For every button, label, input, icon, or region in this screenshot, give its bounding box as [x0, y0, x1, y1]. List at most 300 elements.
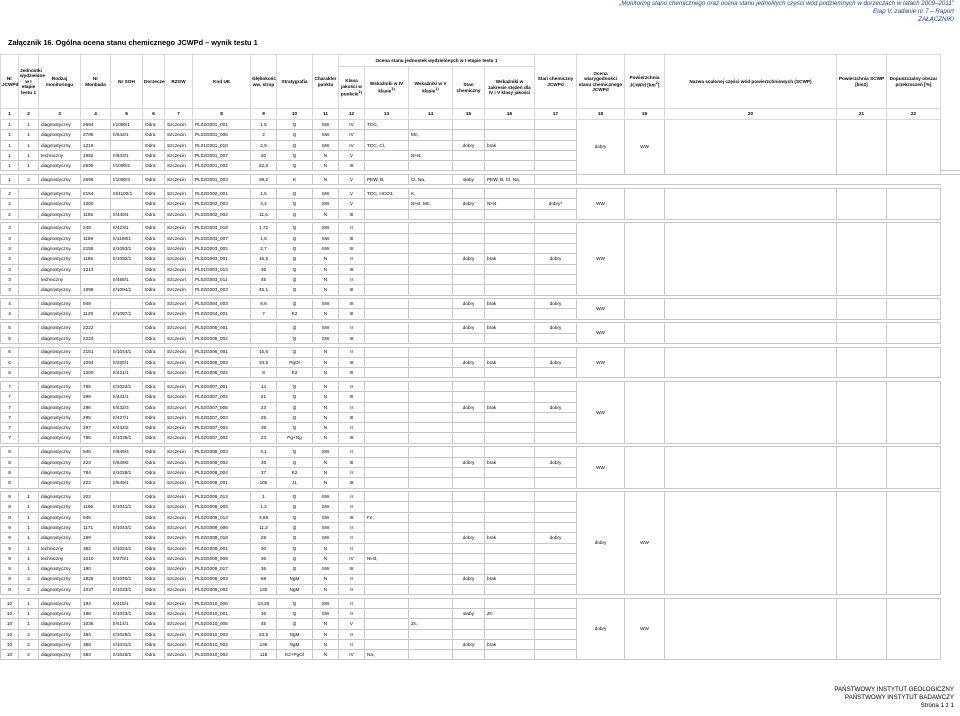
column-number: 9	[251, 109, 277, 120]
table-cell	[453, 309, 485, 319]
table-cell: II/1031/1	[111, 639, 143, 649]
table-cell: 9	[1, 543, 19, 553]
table-cell: II	[339, 223, 365, 233]
column-number: 20	[665, 109, 837, 120]
table-cell	[535, 423, 577, 433]
table-cell: III	[339, 392, 365, 402]
table-cell	[409, 140, 453, 150]
merged-state-cell	[625, 347, 665, 378]
table-cell: SW	[313, 598, 339, 608]
table-cell: 5	[1, 333, 19, 343]
table-cell	[535, 433, 577, 443]
table-cell: Q	[277, 254, 313, 264]
table-cell: Q	[277, 161, 313, 171]
table-cell: SW	[313, 502, 339, 512]
col-header-19: Powierzchnia JCWPd $[km^2]$	[625, 55, 665, 109]
table-cell: Q	[277, 244, 313, 254]
table-cell: diagnostyczny	[39, 574, 81, 584]
table-cell	[409, 412, 453, 422]
merged-state-cell: WW	[625, 598, 665, 660]
table-cell	[409, 323, 453, 333]
table-cell: 2	[1, 209, 19, 219]
table-cell	[453, 233, 485, 243]
table-cell: 28	[251, 533, 277, 543]
table-cell: III	[339, 285, 365, 295]
table-cell: 1	[19, 523, 39, 533]
table-cell: 1925	[81, 574, 111, 584]
table-cell: 9	[1, 533, 19, 543]
table-cell: PL02G003_003	[193, 285, 251, 295]
table-cell: Q	[277, 299, 313, 309]
table-cell: N	[313, 381, 339, 391]
table-cell: PL02G009_004	[193, 502, 251, 512]
table-cell: 2706	[81, 130, 111, 140]
table-cell: Odra	[143, 120, 165, 130]
table-cell	[535, 264, 577, 274]
merged-state-cell	[665, 347, 837, 378]
table-cell: diagnostyczny	[39, 223, 81, 233]
table-cell: 37	[251, 467, 277, 477]
table-cell: II/642/1	[111, 130, 143, 140]
table-cell: N	[313, 392, 339, 402]
table-cell: Szczecin	[165, 175, 193, 185]
table-cell	[19, 285, 39, 295]
column-number: 18	[577, 109, 625, 120]
merged-state-cell	[887, 223, 941, 295]
table-cell: Szczecin	[165, 553, 193, 563]
table-cell	[365, 309, 409, 319]
table-cell: 7	[1, 381, 19, 391]
table-cell: 222	[81, 478, 111, 488]
table-cell	[453, 120, 485, 130]
table-cell: IV	[339, 120, 365, 130]
table-cell: 1036	[81, 619, 111, 629]
table-cell	[453, 447, 485, 457]
table-cell: Szczecin	[165, 543, 193, 553]
table-cell	[409, 347, 453, 357]
table-cell: 45,1	[251, 285, 277, 295]
table-cell: diagnostyczny	[39, 285, 81, 295]
table-cell	[409, 523, 453, 533]
table-cell: PEW, B, Cl, Na,	[485, 175, 535, 185]
table-cell: 1,2	[251, 502, 277, 512]
column-number: 17	[535, 109, 577, 120]
table-cell	[453, 161, 485, 171]
table-cell: K2	[277, 368, 313, 378]
table-cell	[251, 323, 277, 333]
column-number: 3	[39, 109, 81, 120]
table-cell	[485, 368, 535, 378]
table-cell: 20	[251, 150, 277, 160]
table-cell: Szczecin	[165, 309, 193, 319]
table-cell	[453, 512, 485, 522]
table-cell	[453, 285, 485, 295]
table-cell	[365, 368, 409, 378]
table-cell: brak	[485, 574, 535, 584]
table-cell: Odra	[143, 402, 165, 412]
table-cell: PL02G001_003	[193, 175, 251, 185]
table-cell: diagnostyczny	[39, 254, 81, 264]
table-cell: Szczecin	[165, 423, 193, 433]
table-cell: III	[339, 433, 365, 443]
table-cell	[485, 188, 535, 198]
merged-state-cell	[837, 381, 887, 443]
column-number: 16	[485, 109, 535, 120]
table-cell: Szczecin	[165, 412, 193, 422]
footer-line-2: PAŃSTWOWY INSTYTUT BADAWCZY	[844, 694, 954, 701]
table-cell	[535, 223, 577, 233]
merged-state-cell	[887, 381, 941, 443]
table-cell: diagnostyczny	[39, 392, 81, 402]
col-header-4: Nr Monbada	[81, 55, 111, 109]
table-cell: NgM	[277, 629, 313, 639]
merged-state-cell: WW	[625, 492, 665, 595]
table-cell	[453, 629, 485, 639]
table-cell: II/1029/1	[111, 629, 143, 639]
table-cell: diagnostyczny	[39, 309, 81, 319]
table-cell	[409, 368, 453, 378]
table-cell: 7	[1, 423, 19, 433]
table-cell: 202	[81, 492, 111, 502]
col-header-9: Głębokość ww. strop	[251, 55, 277, 109]
table-cell	[409, 639, 453, 649]
col-header-12: Klasa jakości w punkcie$^{1)}$	[339, 67, 365, 109]
table-cell: Szczecin	[165, 150, 193, 160]
table-cell: Szczecin	[165, 492, 193, 502]
table-cell: N	[313, 368, 339, 378]
table-cell	[453, 209, 485, 219]
table-cell: 383	[81, 650, 111, 660]
table-cell: II	[339, 347, 365, 357]
table-cell	[453, 264, 485, 274]
table-row	[1, 299, 960, 309]
table-cell: 1	[1, 140, 19, 150]
table-cell	[409, 274, 453, 284]
table-cell: II/421/1	[111, 368, 143, 378]
table-cell: N	[313, 553, 339, 563]
table-cell	[365, 299, 409, 309]
table-cell	[409, 381, 453, 391]
table-cell: 10	[1, 598, 19, 608]
table-cell	[19, 254, 39, 264]
table-cell	[365, 209, 409, 219]
table-cell: Q	[277, 423, 313, 433]
table-cell	[365, 285, 409, 295]
table-cell: Szczecin	[165, 584, 193, 594]
table-cell: 786	[81, 433, 111, 443]
table-cell	[19, 392, 39, 402]
merged-state-cell	[665, 299, 837, 320]
table-cell	[453, 244, 485, 254]
table-cell: II	[339, 402, 365, 412]
table-cell: Szczecin	[165, 120, 193, 130]
table-cell: 9	[1, 502, 19, 512]
table-cell	[19, 402, 39, 412]
table-cell: Odra	[143, 609, 165, 619]
col-header-15: Stan chemiczny	[453, 67, 485, 109]
table-cell: NgM	[277, 574, 313, 584]
table-cell: PL02G010_004	[193, 639, 251, 649]
table-cell: K,	[409, 188, 453, 198]
table-cell	[453, 368, 485, 378]
table-cell: Odra	[143, 150, 165, 160]
table-cell: III	[339, 333, 365, 343]
table-cell: II	[339, 323, 365, 333]
table-cell	[19, 244, 39, 254]
table-cell: Q	[277, 502, 313, 512]
table-cell	[19, 478, 39, 488]
table-cell: II/649/3	[111, 447, 143, 457]
table-cell	[409, 447, 453, 457]
table-cell: diagnostyczny	[39, 457, 81, 467]
table-cell	[535, 309, 577, 319]
table-cell: II	[339, 629, 365, 639]
table-cell: Szczecin	[165, 140, 193, 150]
table-cell: PL02G007_003	[193, 412, 251, 422]
table-cell: PL02G003_010	[193, 223, 251, 233]
table-cell: Szczecin	[165, 381, 193, 391]
table-cell: 2,9	[251, 140, 277, 150]
table-cell: I/1090/2	[111, 161, 143, 171]
table-cell: diagnostyczny	[39, 209, 81, 219]
col-header-11: Charakter punktu	[313, 55, 339, 109]
table-cell: Q	[277, 223, 313, 233]
table-cell: Q	[277, 130, 313, 140]
table-cell: N	[313, 209, 339, 219]
table-cell: PL02G001_007	[193, 150, 251, 160]
table-cell	[365, 574, 409, 584]
table-cell: Szczecin	[165, 523, 193, 533]
col-header-18: Ocena wiarygodności stanu chemicznego JCWPd	[577, 55, 625, 109]
table-cell: SW	[313, 323, 339, 333]
table-cell	[535, 553, 577, 563]
merged-state-cell	[837, 299, 887, 320]
table-cell: II/1044/1	[111, 347, 143, 357]
table-cell: NgM	[277, 584, 313, 594]
table-cell: Szczecin	[165, 274, 193, 284]
table-cell: PL02G010_001	[193, 609, 251, 619]
table-cell: 946	[81, 447, 111, 457]
table-cell	[535, 598, 577, 608]
table-cell	[535, 333, 577, 343]
table-row	[1, 175, 960, 185]
table-cell: Odra	[143, 130, 165, 140]
table-cell: dobry	[535, 533, 577, 543]
table-cell: SW	[313, 188, 339, 198]
table-cell	[453, 478, 485, 488]
table-cell: Szczecin	[165, 254, 193, 264]
table-cell: Q	[277, 447, 313, 457]
table-cell: Szczecin	[165, 299, 193, 309]
table-cell: 1	[1, 120, 19, 130]
column-number: 14	[409, 109, 453, 120]
table-cell: Odra	[143, 492, 165, 502]
table-cell: Q	[277, 381, 313, 391]
table-cell	[365, 357, 409, 367]
table-cell: PL02G003_001	[193, 254, 251, 264]
table-cell: II	[339, 447, 365, 457]
table-cell: K2	[277, 467, 313, 477]
table-cell: II/1043/1	[111, 523, 143, 533]
table-cell: Fe,	[365, 512, 409, 522]
col-header-22: Dopuszczalny obszar przekroczeń [%]	[887, 55, 941, 109]
table-cell: dobry	[453, 323, 485, 333]
merged-state-cell	[837, 347, 887, 378]
table-cell	[535, 478, 577, 488]
table-cell: II/440/1	[111, 209, 143, 219]
table-cell	[409, 309, 453, 319]
table-cell: Q	[277, 233, 313, 243]
table-cell: Odra	[143, 478, 165, 488]
table-cell	[535, 609, 577, 619]
table-cell: Szczecin	[165, 609, 193, 619]
table-cell: 45	[251, 619, 277, 629]
table-cell: brak	[485, 357, 535, 367]
table-cell: 1	[19, 533, 39, 543]
table-cell	[365, 150, 409, 160]
table-cell: 16,5	[251, 254, 277, 264]
table-cell	[453, 150, 485, 160]
table-cell	[365, 564, 409, 574]
table-cell: II	[339, 274, 365, 284]
merged-state-cell	[837, 598, 887, 660]
table-row	[1, 323, 960, 333]
footer-line-3: Strona 1 z 1	[920, 702, 954, 709]
table-cell: PL02G009_006	[193, 523, 251, 533]
header-line-2: Etap V, zadanie nr 7 – Raport	[872, 8, 954, 15]
col-header-20: Nazwa scalonej części wód powierzchniowych (SCWP)	[665, 55, 837, 109]
table-cell	[535, 368, 577, 378]
merged-state-cell	[837, 188, 887, 219]
table-cell: Szczecin	[165, 188, 193, 198]
table-cell	[453, 333, 485, 343]
table-cell: 9	[1, 574, 19, 584]
table-cell	[453, 130, 485, 140]
table-cell: 23,5	[251, 629, 277, 639]
table-cell: słaby	[453, 609, 485, 619]
table-cell	[535, 233, 577, 243]
table-cell: brak	[485, 323, 535, 333]
table-cell: dobry	[453, 357, 485, 367]
table-cell: dobry	[453, 254, 485, 264]
table-cell: II	[339, 543, 365, 553]
table-cell: 1	[19, 512, 39, 522]
table-cell: IV	[339, 650, 365, 660]
table-cell: Odra	[143, 619, 165, 629]
table-cell: NH4	[485, 199, 535, 209]
table-cell: diagnostyczny	[39, 650, 81, 660]
table-cell: SW	[313, 523, 339, 533]
table-cell: Szczecin	[165, 323, 193, 333]
table-cell: 22,6	[251, 161, 277, 171]
table-cell: PL02G001_006	[193, 130, 251, 140]
table-cell: TOC, Cl,	[365, 140, 409, 150]
table-cell: 6	[1, 357, 19, 367]
table-cell	[535, 629, 577, 639]
table-cell: Zn,	[409, 619, 453, 629]
table-cell	[19, 412, 39, 422]
table-cell: 4,4	[251, 199, 277, 209]
table-cell: 15,5	[251, 347, 277, 357]
table-cell: 7	[1, 392, 19, 402]
table-cell: PL02G001_001	[193, 120, 251, 130]
table-cell	[409, 285, 453, 295]
table-cell	[535, 381, 577, 391]
table-cell: 785	[81, 381, 111, 391]
table-cell	[409, 209, 453, 219]
merged-state-cell	[665, 598, 837, 660]
table-cell	[365, 467, 409, 477]
table-cell: 6	[1, 368, 19, 378]
table-cell	[535, 175, 577, 185]
table-cell: SW	[313, 533, 339, 543]
table-cell	[19, 299, 39, 309]
table-cell: PL02G006_002	[193, 368, 251, 378]
table-cell: Odra	[143, 347, 165, 357]
table-cell: II/468/1	[111, 274, 143, 284]
merged-state-cell	[837, 447, 887, 488]
table-cell: 2	[19, 629, 39, 639]
table-cell: 2155	[81, 244, 111, 254]
table-cell	[453, 188, 485, 198]
table-cell: PL02G009_003	[193, 574, 251, 584]
table-cell: 1,72	[251, 223, 277, 233]
table-cell	[485, 553, 535, 563]
table-cell	[485, 309, 535, 319]
table-cell: II	[339, 492, 365, 502]
table-cell: SW	[313, 609, 339, 619]
table-cell: SW	[313, 223, 339, 233]
table-cell	[365, 130, 409, 140]
table-cell	[409, 650, 453, 660]
table-cell	[111, 533, 143, 543]
table-cell: Odra	[143, 175, 165, 185]
table-cell: II	[339, 254, 365, 264]
table-cell: III/1100/1	[111, 188, 143, 198]
table-cell: techniczny	[39, 150, 81, 160]
table-cell	[365, 333, 409, 343]
table-cell: 1094	[81, 357, 111, 367]
table-cell: Q	[277, 285, 313, 295]
table-cell	[535, 209, 577, 219]
table-cell: diagnostyczny	[39, 233, 81, 243]
table-cell	[409, 609, 453, 619]
table-cell: PL02G007_005	[193, 402, 251, 412]
table-cell: 3	[1, 285, 19, 295]
table-cell	[19, 199, 39, 209]
table-cell	[485, 347, 535, 357]
table-cell	[111, 512, 143, 522]
table-cell: 296	[81, 402, 111, 412]
table-cell	[485, 381, 535, 391]
table-cell: V	[339, 150, 365, 160]
table-cell: 298	[81, 392, 111, 402]
table-cell	[19, 347, 39, 357]
table-cell	[409, 333, 453, 343]
table-cell: PEW, B,	[365, 175, 409, 185]
table-cell: 2,7	[251, 244, 277, 254]
table-cell	[453, 423, 485, 433]
table-cell: Szczecin	[165, 285, 193, 295]
group-header: Ocena stanu jednostek wydzielonych w I etapie testu 1	[339, 55, 535, 67]
merged-state-cell	[887, 347, 941, 378]
table-cell: N	[313, 285, 339, 295]
table-cell	[19, 447, 39, 457]
table-cell: 386	[81, 639, 111, 649]
table-cell	[485, 233, 535, 243]
table-cell	[485, 244, 535, 254]
table-cell: Odra	[143, 161, 165, 171]
